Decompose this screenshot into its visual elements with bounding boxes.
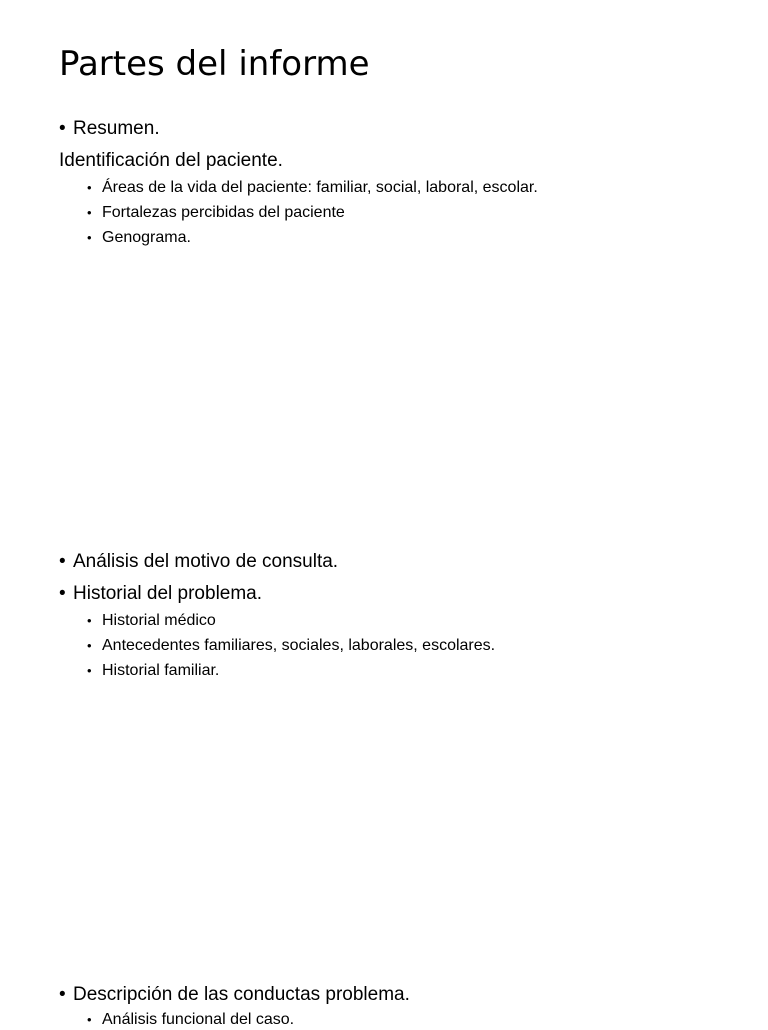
list-item-text: Análisis del motivo de consulta. <box>73 551 339 572</box>
bullet-marker: • <box>87 180 92 195</box>
sub-list-item-genograma <box>87 228 191 248</box>
list-item-resumen <box>59 117 160 141</box>
bullet-marker: • <box>59 583 66 604</box>
sub-list-item-antecedentes <box>87 636 495 656</box>
sub-list-item-analisis-funcional <box>87 1010 294 1030</box>
bullet-marker: • <box>87 1012 92 1027</box>
list-item-text: Descripción de las conductas problema. <box>73 984 410 1005</box>
list-item-descripcion-conductas <box>59 983 410 1007</box>
list-item-text: Genograma. <box>102 229 191 246</box>
sub-list-item-historial-familiar <box>87 661 219 681</box>
bullet-marker: • <box>87 205 92 220</box>
bullet-marker: • <box>59 984 66 1005</box>
list-item-historial-problema <box>59 582 262 606</box>
list-item-text: Historial médico <box>102 612 216 629</box>
list-item-identificacion <box>59 149 283 173</box>
list-item-text: Resumen. <box>73 118 160 139</box>
list-item-text: Historial familiar. <box>102 662 220 679</box>
list-item-text: Antecedentes familiares, sociales, laborales, escolares. <box>102 637 496 654</box>
list-item-text: Historial del problema. <box>73 583 263 604</box>
list-item-text: Áreas de la vida del paciente: familiar, social, laboral, escolar. <box>102 179 538 196</box>
bullet-marker: • <box>87 663 92 678</box>
bullet-marker: • <box>87 230 92 245</box>
sub-list-item-fortalezas <box>87 203 345 223</box>
bullet-marker: • <box>59 118 66 139</box>
list-item-text: Análisis funcional del caso. <box>102 1011 295 1028</box>
list-item-analisis-motivo <box>59 550 338 574</box>
list-item-text: Fortalezas percibidas del paciente <box>102 204 345 221</box>
bullet-marker: • <box>87 638 92 653</box>
sub-list-item-areas <box>87 178 538 198</box>
bullet-marker: • <box>87 613 92 628</box>
bullet-marker: • <box>59 551 66 572</box>
list-item-text: Identificación del paciente. <box>59 150 283 171</box>
sub-list-item-historial-medico <box>87 611 216 631</box>
page-title: Partes del informe <box>59 44 370 84</box>
